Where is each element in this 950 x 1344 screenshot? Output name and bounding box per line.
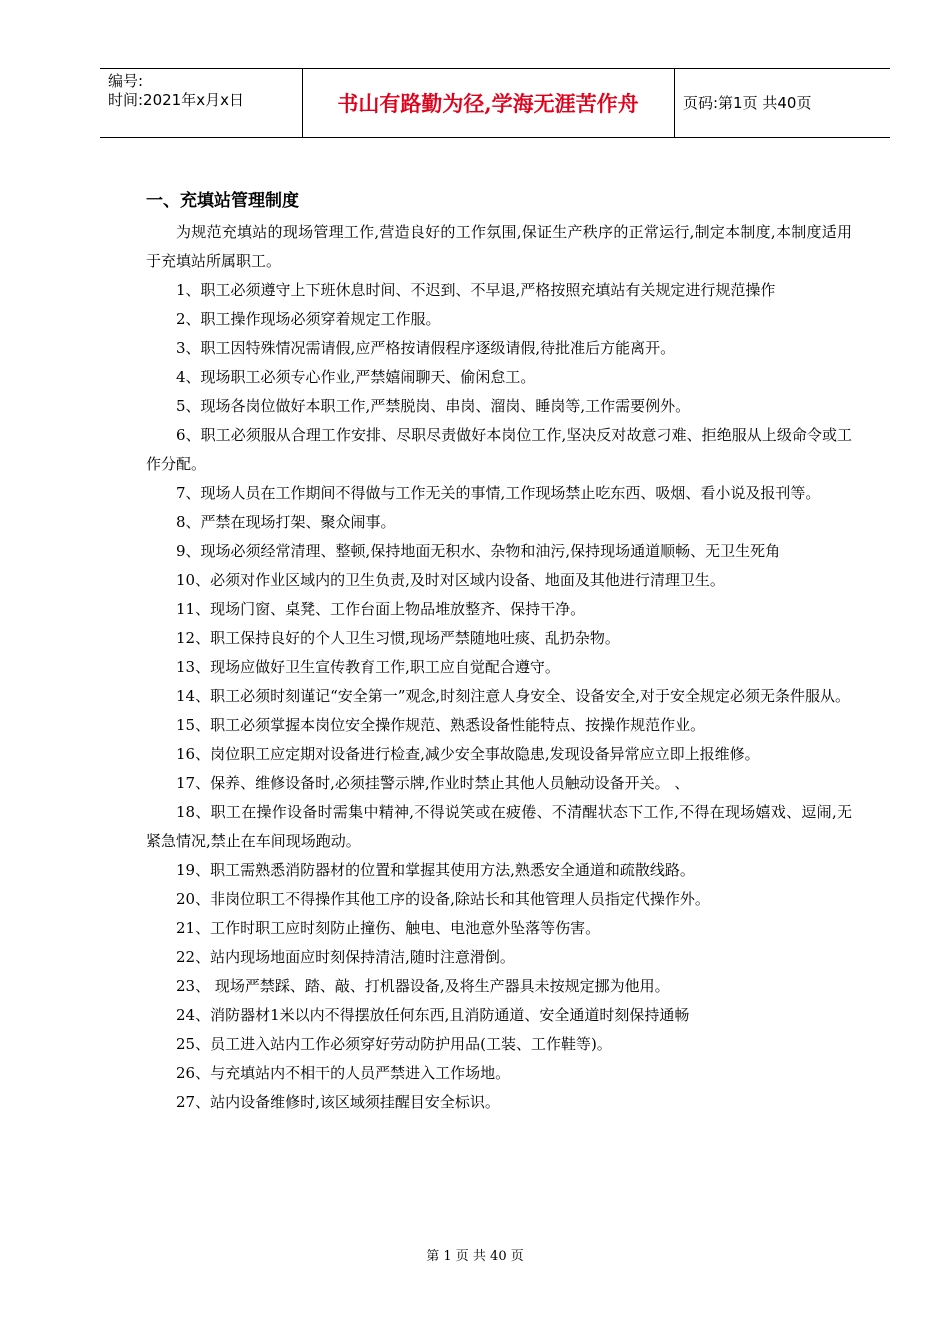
section-title: 一、充填站管理制度 [146, 191, 299, 211]
paragraph: 3、职工因特殊情况需请假,应严格按请假程序逐级请假,待批准后方能离开。 [176, 339, 676, 357]
header-page-cell [675, 69, 890, 137]
paragraph: 为规范充填站的现场管理工作,营造良好的工作氛围,保证生产秩序的正常运行,制定本制度,本制度适用于充填站所属职工。 [146, 223, 852, 270]
page-header [100, 68, 890, 138]
paragraph: 5、现场各岗位做好本职工作,严禁脱岗、串岗、溜岗、睡岗等,工作需要例外。 [176, 397, 691, 415]
paragraph: 15、职工必须掌握本岗位安全操作规范、熟悉设备性能特点、按操作规范作业。 [176, 716, 706, 734]
paragraph: 16、岗位职工应定期对设备进行检查,减少安全事故隐患,发现设备异常应立即上报维修。 [176, 745, 760, 763]
paragraph: 10、必须对作业区域内的卫生负责,及时对区域内设备、地面及其他进行清理卫生。 [176, 571, 725, 589]
paragraph: 18、职工在操作设备时需集中精神,不得说笑或在疲倦、不清醒状态下工作,不得在现场嬉戏、逗闹,无紧急情况,禁止在车间现场跑动。 [146, 803, 852, 850]
paragraph: 12、职工保持良好的个人卫生习惯,现场严禁随地吐痰、乱扔杂物。 [176, 629, 620, 647]
paragraph-list [146, 218, 852, 1117]
paragraph: 13、现场应做好卫生宣传教育工作,职工应自觉配合遵守。 [176, 658, 560, 676]
paragraph: 9、现场必须经常清理、整顿,保持地面无积水、杂物和油污,保持现场通道顺畅、无卫生死角 [176, 542, 781, 560]
document-body [146, 188, 852, 1117]
time-label: 时间:2021年x月x日 [108, 91, 244, 109]
paragraph: 8、严禁在现场打架、聚众闹事。 [176, 513, 396, 531]
page-footer: 第 1 页 共 40 页 [426, 1249, 524, 1264]
paragraph: 26、与充填站内不相干的人员严禁进入工作场地。 [176, 1064, 511, 1082]
paragraph: 27、站内设备维修时,该区域须挂醒目安全标识。 [176, 1093, 500, 1111]
paragraph: 6、职工必须服从合理工作安排、尽职尽责做好本岗位工作,坚决反对故意刁难、拒绝服从上级命令或工作分配。 [146, 426, 852, 473]
paragraph: 25、员工进入站内工作必须穿好劳动防护用品(工装、工作鞋等)。 [176, 1035, 612, 1053]
paragraph: 17、保养、维修设备时,必须挂警示牌,作业时禁止其他人员触动设备开关。 、 [176, 774, 690, 792]
paragraph: 14、职工必须时刻谨记“安全第一”观念,时刻注意人身安全、设备安全,对于安全规定必须无条件服从。 [176, 687, 850, 705]
motto: 书山有路勤为径,学海无涯苦作舟 [337, 91, 639, 116]
paragraph: 1、职工必须遵守上下班休息时间、不迟到、不早退,严格按照充填站有关规定进行规范操作 [176, 281, 776, 299]
paragraph: 22、站内现场地面应时刻保持清洁,随时注意滑倒。 [176, 948, 515, 966]
page-code: 页码:第1页 共40页 [683, 94, 812, 112]
paragraph: 4、现场职工必须专心作业,严禁嬉闹聊天、偷闲怠工。 [176, 368, 536, 386]
paragraph: 23、 现场严禁踩、踏、敲、打机器设备,及将生产器具未按规定挪为他用。 [176, 977, 670, 995]
header-motto-cell [302, 69, 675, 137]
paragraph: 11、现场门窗、桌凳、工作台面上物品堆放整齐、保持干净。 [176, 600, 586, 618]
paragraph: 20、非岗位职工不得操作其他工序的设备,除站长和其他管理人员指定代操作外。 [176, 890, 710, 908]
paragraph: 24、消防器材1米以内不得摆放任何东西,且消防通道、安全通道时刻保持通畅 [176, 1006, 690, 1024]
paragraph: 19、职工需熟悉消防器材的位置和掌握其使用方法,熟悉安全通道和疏散线路。 [176, 861, 695, 879]
header-left-cell [100, 69, 303, 137]
paragraph: 7、现场人员在工作期间不得做与工作无关的事情,工作现场禁止吃东西、吸烟、看小说及报刊等。 [176, 484, 821, 502]
paragraph: 2、职工操作现场必须穿着规定工作服。 [176, 310, 441, 328]
number-label: 编号: [108, 72, 144, 90]
paragraph: 21、工作时职工应时刻防止撞伤、触电、电池意外坠落等伤害。 [176, 919, 601, 937]
